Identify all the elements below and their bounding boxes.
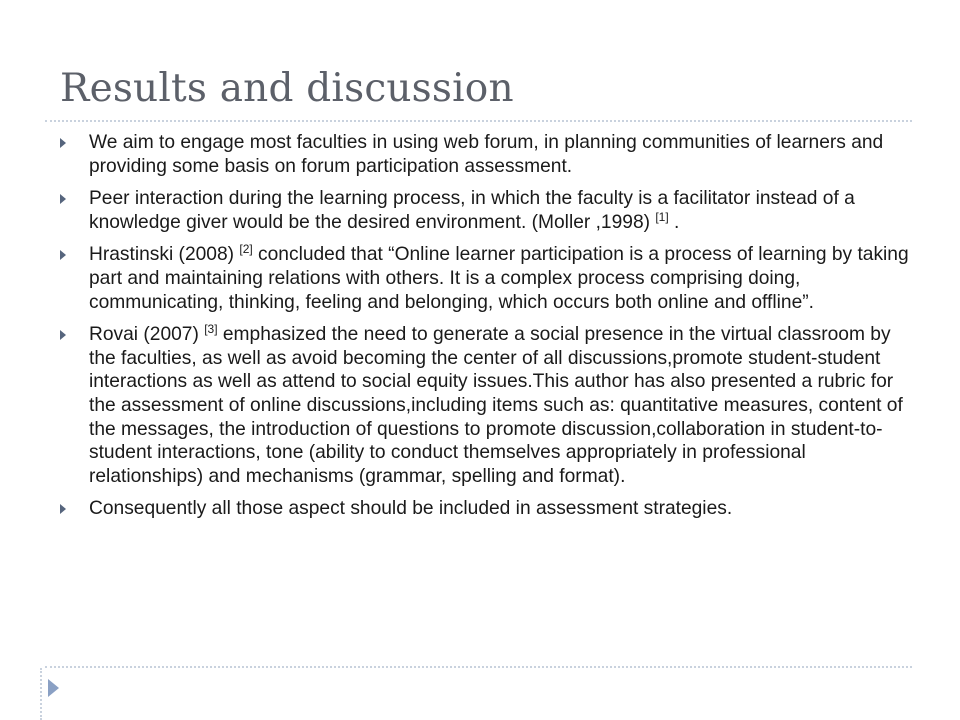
bullet-text: Peer interaction during the learning process, in which the faculty is a facilitator instead of a knowledge giver would be the desired environment. (Moller ,1998) (89, 188, 855, 233)
slide-title: Results and discussion (60, 66, 514, 111)
citation-ref: [3] (204, 322, 218, 337)
bullet-item (60, 187, 910, 234)
bullet-text-lead: Hrastinski (2008) (89, 244, 240, 266)
footer-divider (45, 666, 912, 668)
corner-arrow-icon (48, 679, 59, 697)
bullet-text: Consequently all those aspect should be included in assessment strategies. (89, 498, 733, 520)
bullet-item (60, 131, 910, 178)
bullet-text-tail: . (668, 211, 680, 233)
bullet-triangle-icon (60, 194, 66, 204)
bullet-text: emphasized the need to generate a social presence in the virtual classroom by the faculties, as well as avoid becoming the center of all discussions,promote student-student interactions as well as attend to social equity issues.This author has also presented a rubric for the assessment of online discussions,including items such as: quantitative measures, content of the messages, the introduction of questions to promote discussion,collaboration in student-to-student interactions, tone (ability to conduct themselves appropriately in professional relationships) and mechanisms (grammar, spelling and format). (89, 324, 903, 487)
bullet-text-lead: Rovai (2007) (89, 324, 205, 346)
bullet-item (60, 243, 910, 314)
bullet-triangle-icon (60, 330, 66, 340)
bullet-item (60, 323, 910, 488)
bullet-text: We aim to engage most faculties in using web forum, in planning communities of learners and providing some basis on forum participation assessment. (89, 132, 884, 177)
citation-ref: [2] (239, 242, 253, 257)
left-border-line (40, 668, 42, 720)
bullet-text: concluded that “Online learner participation is a process of learning by taking part and maintaining relations with others. It is a complex process comprising doing, communicating, thinking, feeling and belonging, which occurs both online and offline”. (89, 244, 909, 313)
bullet-triangle-icon (60, 250, 66, 260)
citation-ref: [1] (655, 209, 669, 224)
bullet-triangle-icon (60, 138, 66, 148)
title-divider (45, 120, 912, 122)
bullet-triangle-icon (60, 504, 66, 514)
bullet-item (60, 497, 910, 521)
bullet-list (60, 131, 910, 530)
